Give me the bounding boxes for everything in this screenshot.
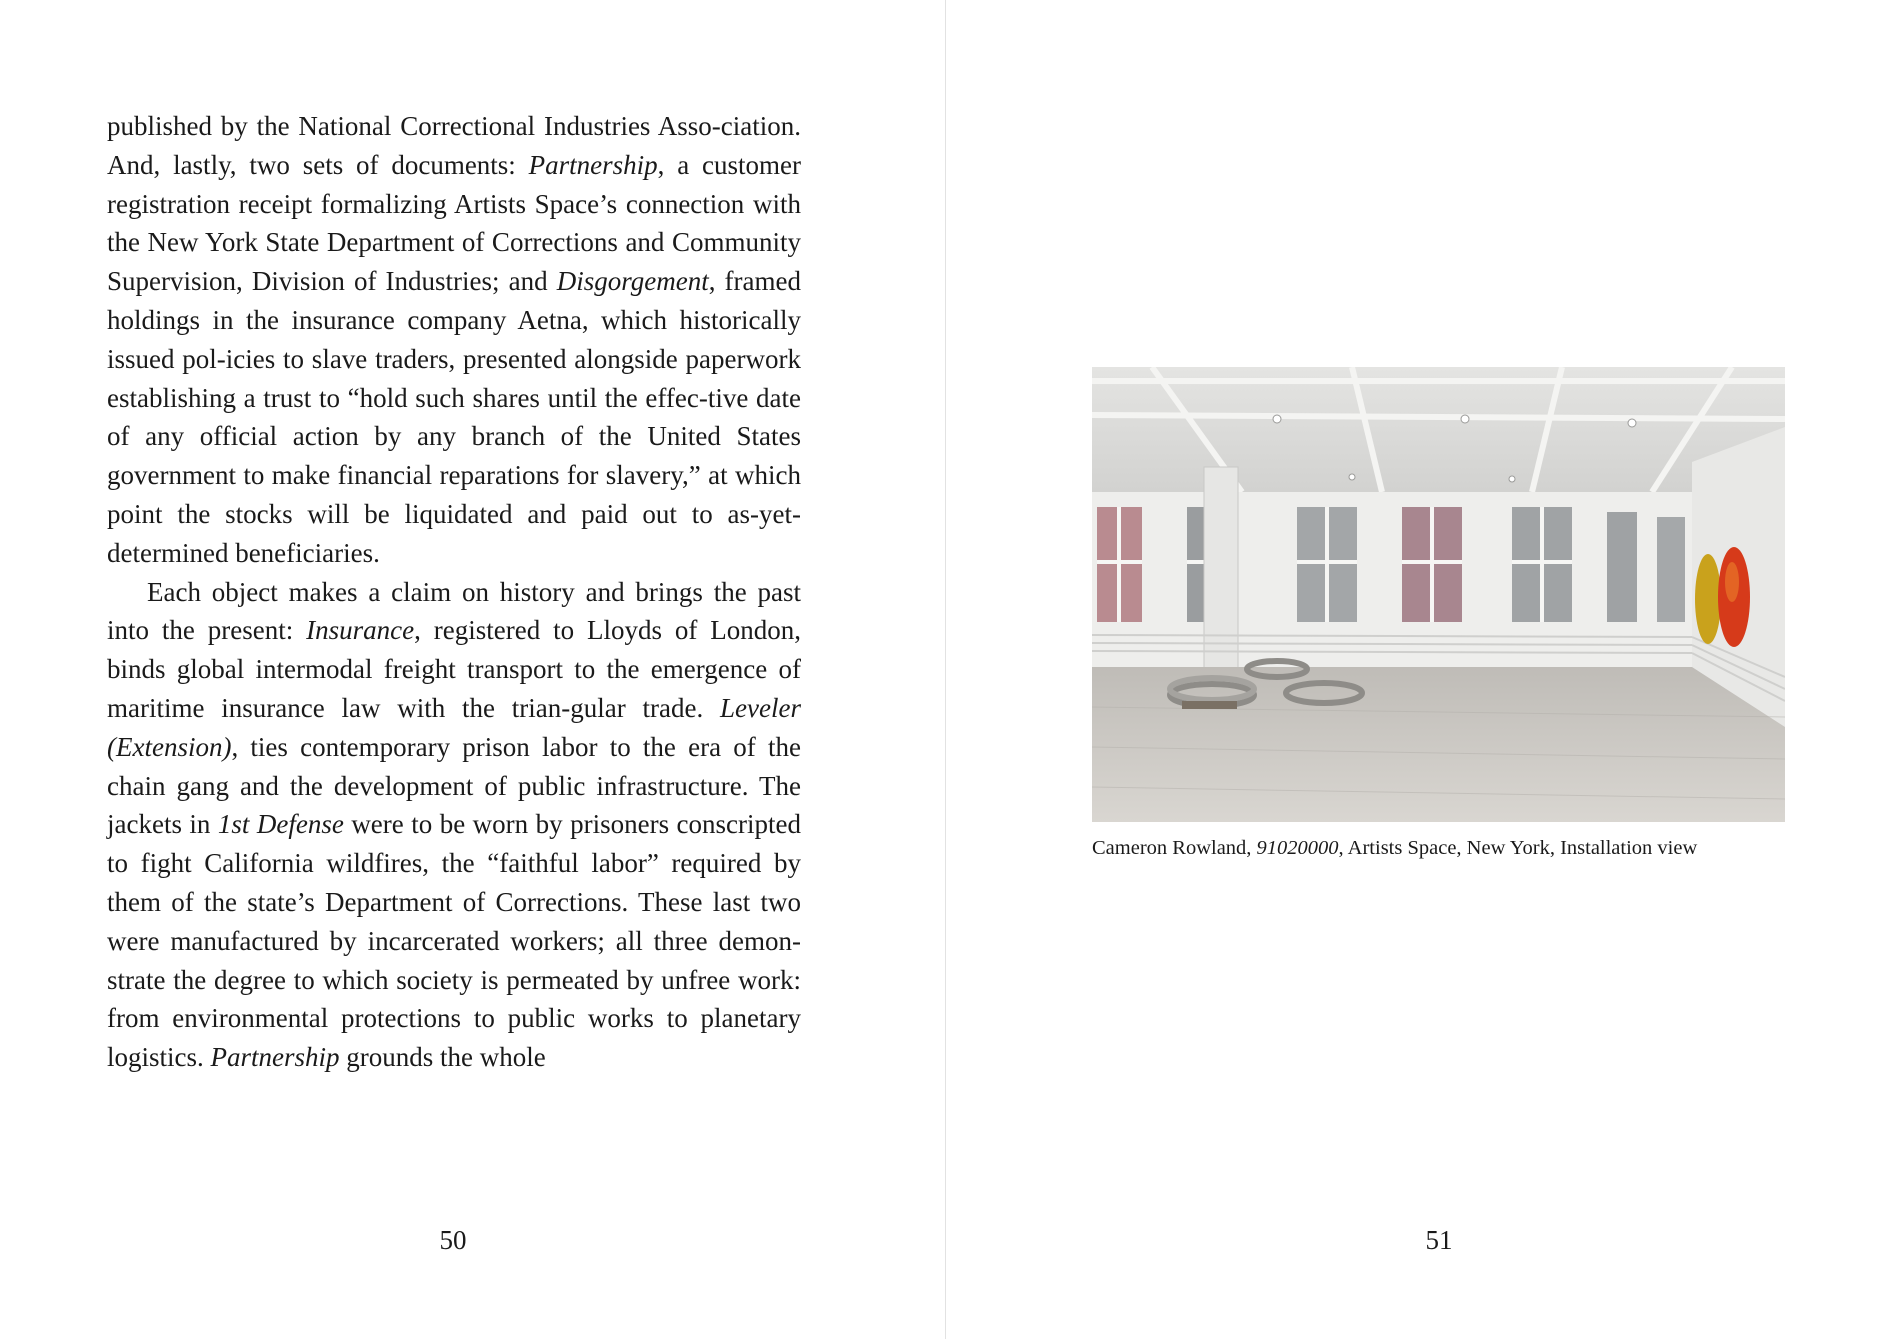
floor: [1092, 667, 1785, 822]
text-run: grounds the whole: [339, 1042, 546, 1073]
artwork-yellow: [1695, 554, 1721, 644]
text-run: , Artists Space, New York, Installation view: [1338, 837, 1698, 859]
text-run: Each object makes a claim on history and brings the past into the present:: [107, 576, 801, 646]
italic-title: Insurance: [306, 615, 415, 646]
page-number-left: 50: [439, 1225, 467, 1255]
italic-title: Disgorgement: [556, 266, 709, 297]
page-number-right: 51: [1425, 1225, 1453, 1255]
text-run: , a customer registration receipt formalizing Artists Space’s connection with the New York State Department of Corrections and Community Supervision, Division of Industries; and: [107, 149, 801, 297]
italic-title: 1st Defense: [217, 809, 344, 840]
italic-title: 91020000: [1256, 837, 1339, 859]
text-run: , framed holdings in the insurance company Aetna, which historically issued pol-icies to slave traders, presented alongside paperwork establishing a trust to “hold such shares until the effec-tive date of any official action by any branch of the United States government to make financial reparations for slavery,” at which point the stocks will be liquidated and paid out to as-yet-determined beneficiaries.: [107, 266, 802, 568]
text-run: published by the National Correctional Industries Asso-ciation. And, lastly, two sets of documents:: [107, 111, 801, 180]
italic-title: Leveler (Extension): [107, 692, 801, 762]
text-run: , ties contemporary prison labor to the era of the chain gang and the development of public infrastructure. The jackets in: [107, 731, 801, 840]
italic-title: Partnership: [528, 149, 658, 180]
italic-title: Partnership: [210, 1042, 340, 1073]
text-run: , registered to Lloyds of London, binds global intermodal freight transport to the emergence of maritime insurance law with the trian-gular trade.: [107, 615, 801, 723]
paragraph-1: [107, 107, 801, 573]
photo-caption: [1092, 834, 1792, 862]
installation-photo: [1092, 367, 1785, 822]
body-text: [107, 107, 801, 1077]
text-run: were to be worn by prisoners conscripted to fight California wildfires, the “faithful labor” required by them of the state’s Department of Corrections. These last two were manufactured by incarcerated workers; all three demon-strate the degree to which society is permeated by unfree work: from environmental protections to public works to planetary logistics.: [107, 809, 801, 1073]
text-run: Cameron Rowland,: [1092, 837, 1257, 859]
paragraph-2: [107, 573, 801, 1077]
